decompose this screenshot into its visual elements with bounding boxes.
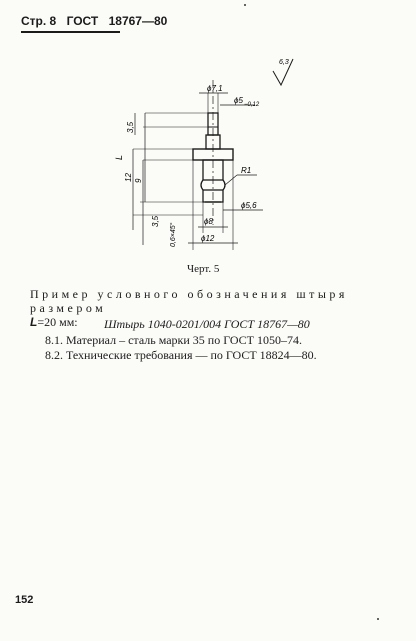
dim-d5-tolerance: −0,12	[244, 102, 260, 108]
scan-speck	[377, 618, 379, 620]
dim-h12: 12	[124, 173, 133, 182]
dim-d12: ϕ12	[201, 234, 215, 243]
clause-8-2: 8.2. Технические требования — по ГОСТ 18824—80.	[45, 348, 317, 362]
dim-h9: 9	[134, 178, 143, 183]
figure-caption: Черт. 5	[187, 263, 220, 275]
standard-label: ГОСТ	[66, 14, 99, 28]
dim-L: L	[114, 154, 124, 160]
header-rule	[21, 31, 120, 33]
page-label: Стр. 8	[21, 14, 57, 28]
example-size: =20 мм:	[37, 315, 78, 329]
dim-chamfer: 0,6×45°	[170, 222, 177, 247]
technical-drawing	[95, 55, 325, 255]
example-intro: Пример условного обозначения штыря размером	[30, 287, 348, 315]
dim-R1: R1	[241, 166, 252, 175]
dim-d8: ϕ8	[204, 217, 213, 226]
page-header	[21, 14, 174, 28]
standard-number: 18767—80	[108, 14, 168, 28]
scan-speck	[244, 4, 246, 6]
example-L-symbol: L	[30, 315, 38, 329]
page-number: 152	[15, 594, 34, 606]
dim-d56: ϕ5,6	[241, 201, 257, 210]
clause-8-1: 8.1. Материал – сталь марки 35 по ГОСТ 1050–74.	[45, 333, 303, 347]
dim-h35-top: 3,5	[126, 121, 135, 133]
dim-d71: ϕ7,1	[207, 84, 223, 93]
dim-h35-bottom: 3,5	[151, 215, 160, 227]
designation-example: Штырь 1040-0201/004 ГОСТ 18767—80	[104, 317, 310, 331]
dim-d5: ϕ5	[234, 96, 243, 105]
roughness-value: 6,3	[279, 59, 289, 66]
